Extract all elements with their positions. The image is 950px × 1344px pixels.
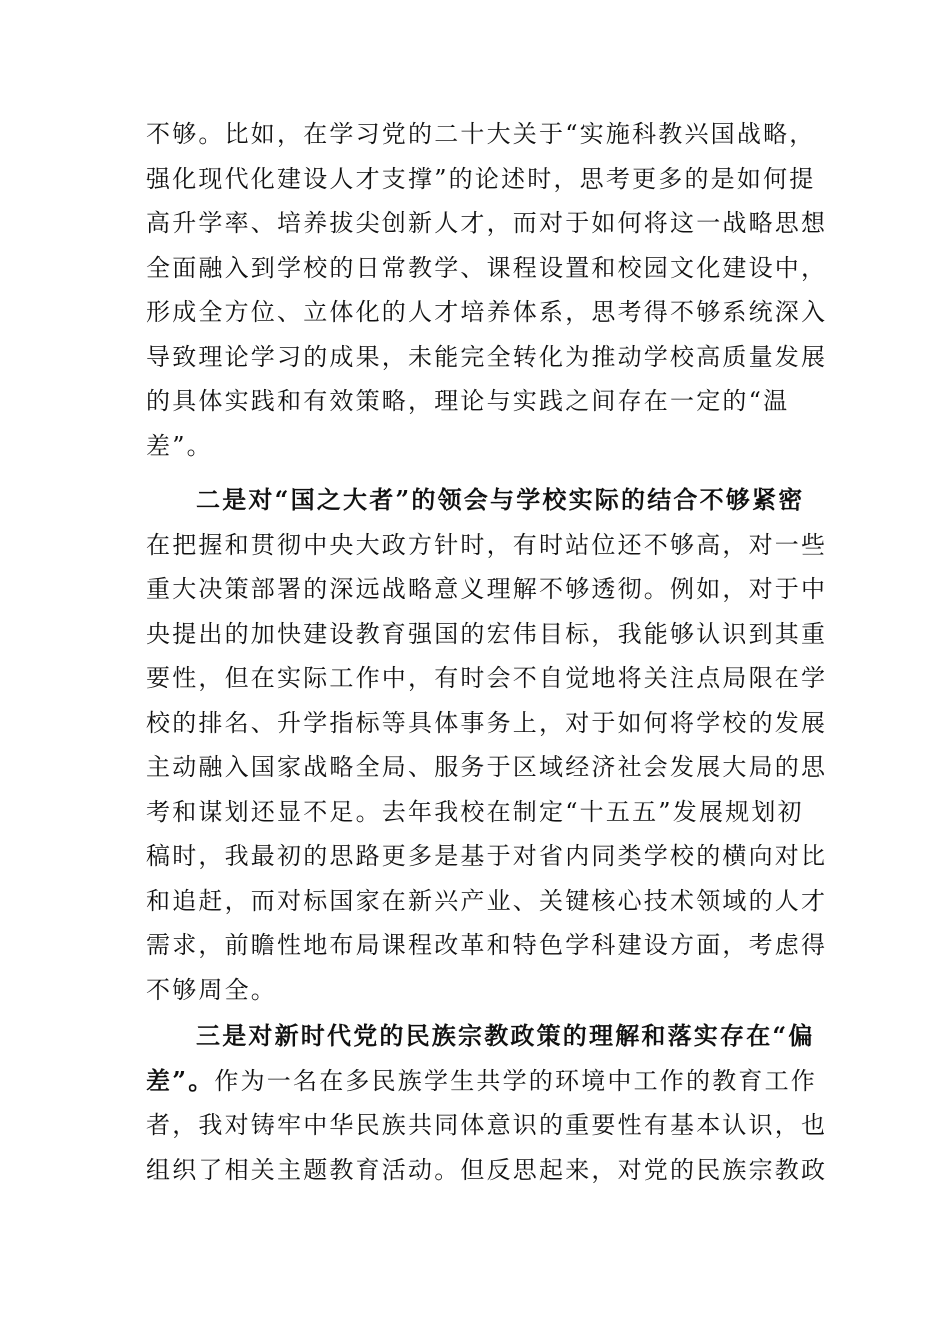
section-heading: 三是对新时代党的民族宗教政策的理解和落实存在“偏 — [196, 1021, 815, 1050]
paragraph-line: 不够周全。 — [146, 975, 277, 1004]
paragraph-line: 高升学率、培养拔尖创新人才，而对于如何将这一战略思想 — [146, 209, 828, 237]
paragraph-line: 的具体实践和有效策略，理论与实践之间存在一定的“温 — [146, 387, 790, 415]
paragraph-line: 考和谋划还显不足。去年我校在制定“十五五”发展规划初 — [146, 797, 804, 826]
paragraph-line: 组织了相关主题教育活动。但反思起来，对党的民族宗教政 — [146, 1155, 828, 1184]
paragraph-2 — [146, 478, 828, 1012]
paragraph-line: 差”。 — [146, 431, 213, 460]
paragraph-line: 主动融入国家战略全局、服务于区域经济社会发展大局的思 — [146, 753, 828, 781]
paragraph-line: 要性，但在实际工作中，有时会不自觉地将关注点局限在学 — [146, 664, 828, 692]
section-heading: 二是对“国之大者”的领会与学校实际的结合不够紧密 — [196, 485, 805, 514]
paragraph-line: 在把握和贯彻中央大政方针时，有时站位还不够高，对一些 — [146, 530, 828, 559]
paragraph-line: 央提出的加快建设教育强国的宏伟目标，我能够认识到其重 — [146, 619, 828, 648]
section-heading-end: 差”。 — [146, 1065, 215, 1095]
paragraph-line: 者，我对铸牢中华民族共同体意识的重要性有基本认识，也 — [146, 1111, 828, 1139]
paragraph-line — [146, 1059, 818, 1104]
paragraph-line: 稿时，我最初的思路更多是基于对省内同类学校的横向对比 — [146, 842, 828, 870]
paragraph-3 — [146, 1014, 828, 1192]
paragraph-line: 需求，前瞻性地布局课程改革和特色学科建设方面，考虑得 — [146, 931, 828, 959]
paragraph-text: 作为一名在多民族学生共学的环境中工作的教育工作 — [214, 1066, 818, 1095]
paragraph-line: 重大决策部署的深远战略意义理解不够透彻。例如，对于中 — [146, 575, 828, 603]
paragraph-line: 和追赶，而对标国家在新兴产业、关键核心技术领域的人才 — [146, 886, 828, 915]
paragraph-line: 不够。比如，在学习党的二十大关于“实施科教兴国战略， — [146, 120, 816, 148]
paragraph-line: 导致理论学习的成果，未能完全转化为推动学校高质量发展 — [146, 342, 828, 371]
paragraph-line: 形成全方位、立体化的人才培养体系，思考得不够系统深入 — [146, 298, 828, 326]
paragraph-line: 强化现代化建设人才支撑”的论述时，思考更多的是如何提 — [146, 164, 816, 193]
paragraph-line: 校的排名、升学指标等具体事务上，对于如何将学校的发展 — [146, 708, 828, 737]
paragraph-line: 全面融入到学校的日常教学、课程设置和校园文化建设中， — [146, 253, 828, 282]
paragraph-1 — [146, 112, 828, 468]
